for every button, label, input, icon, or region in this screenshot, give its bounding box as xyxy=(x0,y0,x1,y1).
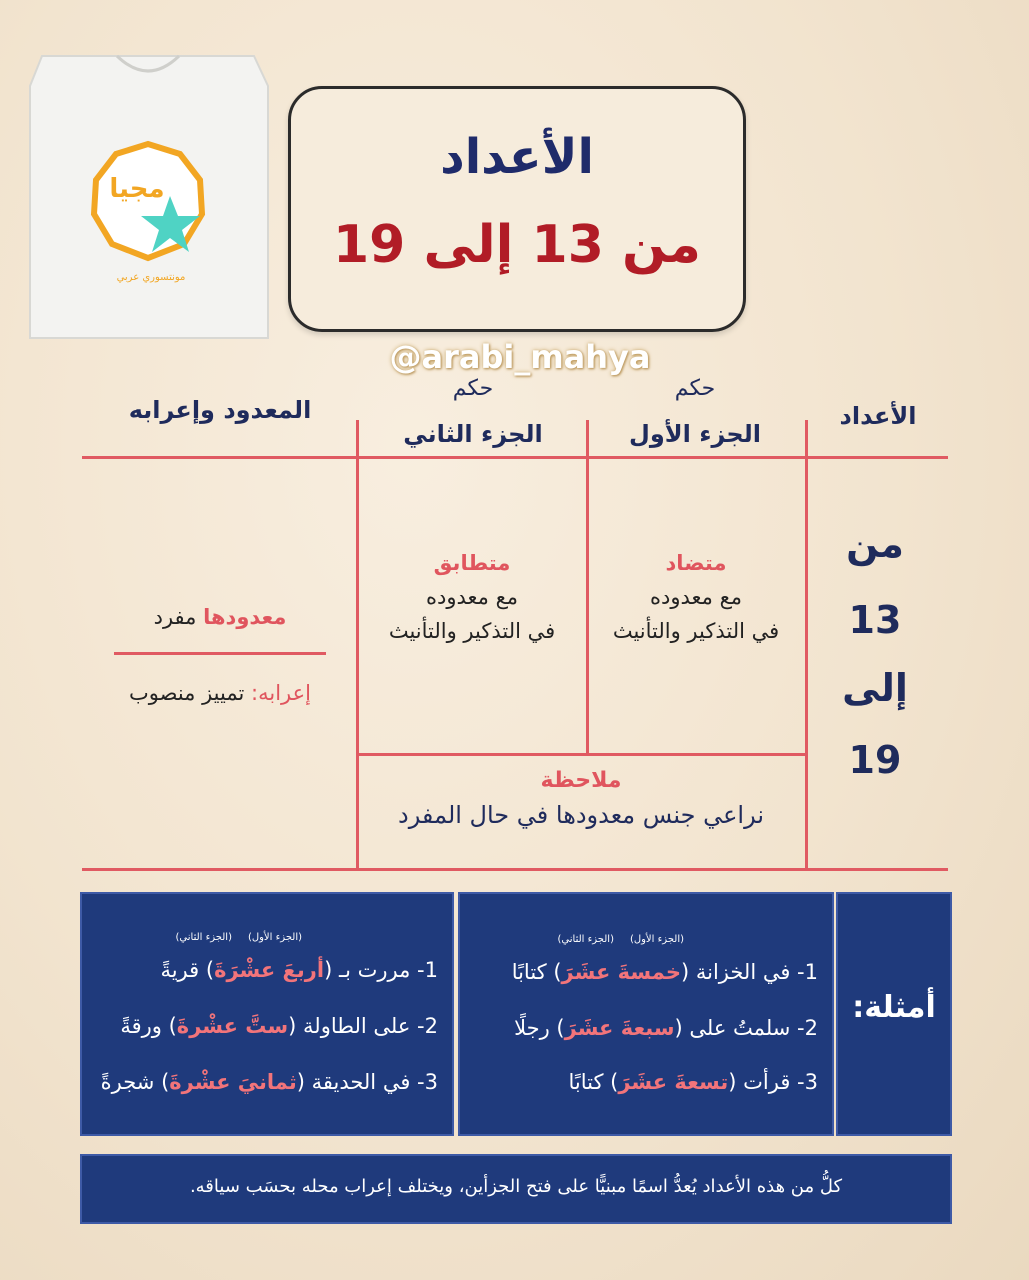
footer-text: كلُّ من هذه الأعداد يُعدُّ اسمًا مبنيًّا على فتح الجزأين، ويختلف إعراب محله بحسَب سياقه. xyxy=(189,1176,843,1197)
note-label: ملاحظة xyxy=(540,768,622,793)
example-line: 2- سلمتُ على (سبعةَ عشَرَ) رجلًا xyxy=(514,1016,818,1040)
first-part-cell xyxy=(596,546,796,648)
example-number: خمسةَ عشَرَ xyxy=(561,960,681,984)
counted-highlight: معدودها xyxy=(203,605,287,629)
number-from: من xyxy=(846,522,904,566)
note-text: نراعي جنس معدودها في حال المفرد xyxy=(398,801,764,829)
logo-name: مجيا xyxy=(109,174,165,204)
table-bottom-border xyxy=(82,868,948,871)
column-divider xyxy=(805,420,808,870)
social-handle: @arabi_mahya xyxy=(389,338,651,376)
number-13: 13 xyxy=(848,598,902,642)
shirt-logo-image xyxy=(22,46,274,346)
second-part-cell xyxy=(366,546,578,648)
column-divider xyxy=(586,420,589,754)
caption-second: (الجزء الثاني) xyxy=(175,932,232,943)
example-number: سبعةَ عشَرَ xyxy=(564,1016,675,1040)
title-box xyxy=(288,86,746,332)
header-counted: المعدود وإعرابه xyxy=(128,396,312,424)
caption-first: (الجزء الأول) xyxy=(629,934,684,945)
header-second-part: الجزء الثاني xyxy=(403,420,543,448)
example-line: 1- في الخزانة (خمسةَ عشَرَ) كتابًا xyxy=(511,960,818,984)
note-cell xyxy=(366,764,796,832)
example-number: ثمانيَ عشْرةَ xyxy=(169,1070,297,1094)
parse-value: تمييز منصوب xyxy=(129,681,245,705)
second-part-line1: مع معدوده xyxy=(426,585,518,609)
example-line: 3- في الحديقة (ثمانيَ عشْرةَ) شجرةً xyxy=(100,1070,438,1094)
second-part-word: متطابق xyxy=(433,551,511,575)
note-divider xyxy=(356,753,806,756)
logo-caption: مونتسوري عربي xyxy=(116,272,186,283)
first-part-word: متضاد xyxy=(665,551,727,575)
example-number: ستَّ عشْرةَ xyxy=(176,1014,289,1038)
counted-cell xyxy=(100,600,340,634)
column-divider xyxy=(356,420,359,870)
caption-second: (الجزء الثاني) xyxy=(557,934,614,945)
example-line: 3- قرأت (تسعةَ عشَرَ) كتابًا xyxy=(568,1070,818,1094)
examples-right-box xyxy=(458,892,834,1136)
page-subtitle: من 13 إلى 19 xyxy=(332,215,701,275)
header-numbers: الأعداد xyxy=(839,402,917,430)
footer-box xyxy=(80,1154,952,1224)
page-title: الأعداد xyxy=(440,129,594,185)
header-second-ruling: حكم xyxy=(452,376,494,401)
example-number: تسعةَ عشَرَ xyxy=(618,1070,729,1094)
header-first-part: الجزء الأول xyxy=(629,420,761,448)
first-part-line1: مع معدوده xyxy=(650,585,742,609)
header-first-ruling: حكم xyxy=(674,376,716,401)
counted-rest: مفرد xyxy=(153,605,197,629)
example-line: 2- على الطاولة (ستَّ عشْرةَ) ورقةً xyxy=(120,1014,438,1038)
caption-first: (الجزء الأول) xyxy=(247,932,302,943)
parse-label: إعرابه: xyxy=(251,681,311,705)
number-19: 19 xyxy=(848,738,902,782)
second-part-line2: في التذكير والتأنيث xyxy=(388,619,556,643)
counted-divider xyxy=(114,652,326,655)
counted-parse xyxy=(100,676,340,710)
examples-label: أمثلة: xyxy=(852,990,936,1025)
table-header-divider xyxy=(82,456,948,459)
examples-label-box xyxy=(836,892,952,1136)
examples-left-box xyxy=(80,892,454,1136)
first-part-line2: في التذكير والتأنيث xyxy=(612,619,780,643)
example-line: 1- مررت بـ (أربعَ عشْرَةَ) قريةً xyxy=(160,958,438,982)
example-number: أربعَ عشْرَةَ xyxy=(214,958,325,982)
number-to: إلى xyxy=(842,666,908,710)
